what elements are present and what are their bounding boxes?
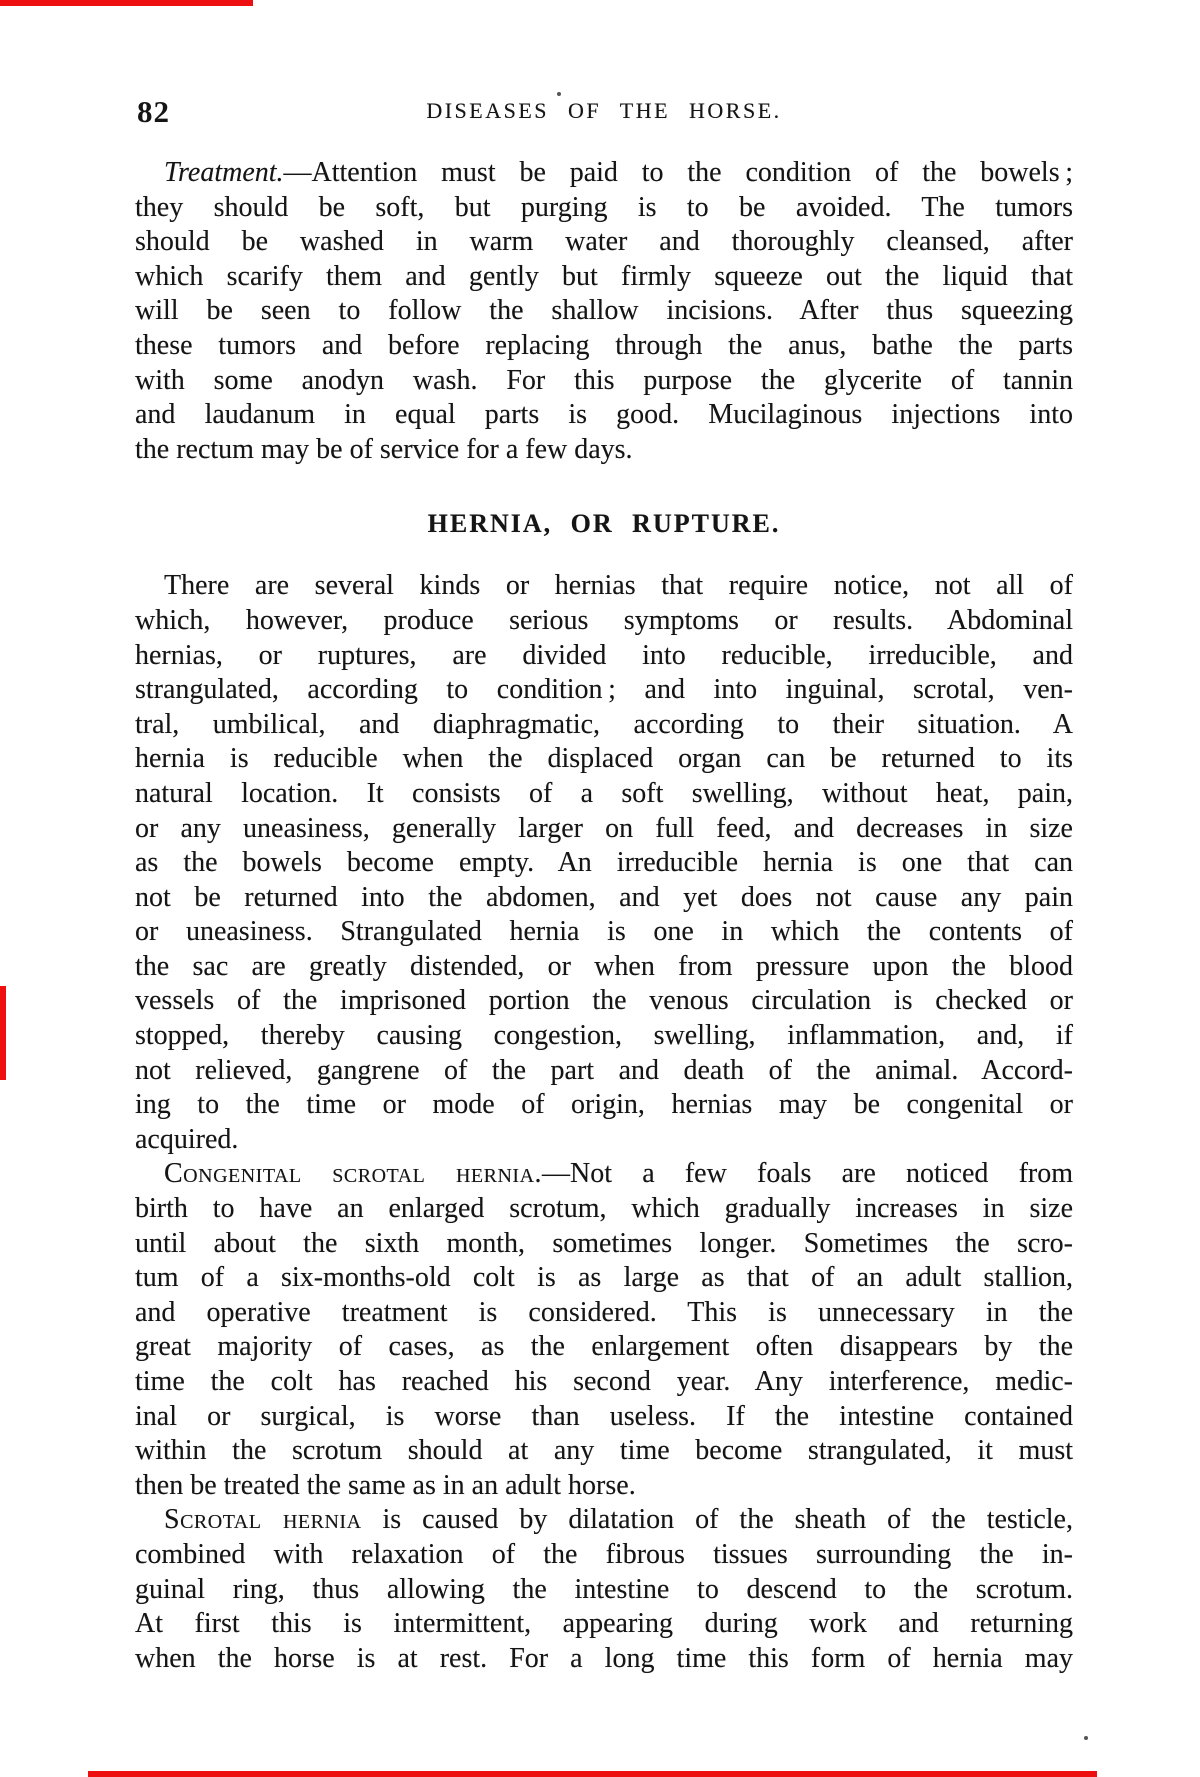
text-line: tral, umbilical, and diaphragmatic, according to their situation. A — [135, 708, 1073, 740]
text-line: time the colt has reached his second year. Any interference, medic- — [135, 1366, 1073, 1397]
text-line: hernias, or ruptures, are divided into reducible, irreducible, and — [135, 639, 1073, 671]
text-line: and operative treatment is considered. This is unnecessary in the — [135, 1296, 1073, 1328]
text-line: hernia is reducible when the displaced organ can be returned to its — [135, 743, 1073, 775]
text-line: combined with relaxation of the fibrous tissues surrounding the in- — [135, 1538, 1073, 1570]
red-edge-mark — [0, 0, 253, 6]
paragraph-scrotal-hernia — [135, 1503, 1073, 1676]
text-line: strangulated, according to condition ; and into inguinal, scrotal, ven- — [135, 674, 1073, 706]
paragraph-lead: Congenital scrotal hernia. — [164, 1158, 543, 1190]
text-line: with some anodyn wash. For this purpose the glycerite of tannin — [135, 364, 1073, 396]
text-line: natural location. It consists of a soft swelling, without heat, pain, — [135, 777, 1073, 809]
text-line: until about the sixth month, sometimes longer. Sometimes the scro- — [135, 1227, 1073, 1259]
text-line: ing to the time or mode of origin, hernias may be congenital or — [135, 1089, 1073, 1121]
text-line: inal or surgical, is worse than useless. If the intestine contained — [135, 1400, 1073, 1432]
text-line: guinal ring, thus allowing the intestine to descend to the scrotum. — [135, 1573, 1073, 1605]
text-line: will be seen to follow the shallow incisions. After thus squeezing — [135, 295, 1073, 327]
text-line: they should be soft, but purging is to be avoided. The tumors — [135, 191, 1073, 223]
text-line: or any uneasiness, generally larger on full feed, and decreases in size — [135, 812, 1073, 844]
section-heading: HERNIA, OR RUPTURE. — [427, 509, 781, 539]
text-line: when the horse is at rest. For a long time this form of hernia may — [135, 1642, 1073, 1674]
text-line: birth to have an enlarged scrotum, which gradually increases in size — [135, 1193, 1073, 1225]
text-line: vessels of the imprisoned portion the venous circulation is checked or — [135, 985, 1073, 1017]
text-line: Treatment.—Attention must be paid to the condition of the bowels ; — [164, 157, 1073, 188]
text-line: Congenital scrotal hernia.—Not a few foals are noticed from — [164, 1158, 1073, 1190]
text-line: At first this is intermittent, appearing during work and returning — [135, 1608, 1073, 1640]
text-line: should be washed in warm water and thoroughly cleansed, after — [135, 226, 1073, 258]
paragraph-congenital-scrotal-hernia — [135, 1157, 1073, 1503]
text-line: which, however, produce serious symptoms or results. Abdominal — [135, 604, 1073, 636]
text-line: tum of a six-months-old colt is as large as that of an adult stallion, — [135, 1262, 1073, 1294]
running-title: DISEASES OF THE HORSE. — [426, 98, 782, 123]
text-line: not be returned into the abdomen, and yet does not cause any pain — [135, 881, 1073, 913]
text-line: Scrotal hernia is caused by dilatation of the sheath of the testicle, — [164, 1504, 1073, 1536]
text-line: great majority of cases, as the enlargement often disappears by the — [135, 1331, 1073, 1363]
ink-speck — [1084, 1736, 1088, 1740]
paragraph-lead: Scrotal hernia — [164, 1504, 362, 1536]
text-line: acquired. — [135, 1123, 239, 1155]
text-line: as the bowels become empty. An irreducible hernia is one that can — [135, 847, 1073, 879]
paragraph-hernia-intro — [135, 569, 1073, 1157]
text-line: and laudanum in equal parts is good. Mucilaginous injections into — [135, 399, 1073, 431]
ink-speck — [557, 92, 561, 96]
text-line: the rectum may be of service for a few days. — [135, 433, 633, 465]
text-line: which scarify them and gently but firmly squeeze out the liquid that — [135, 260, 1073, 292]
paragraph-lead: Treatment. — [164, 157, 284, 188]
text-line: the sac are greatly distended, or when from pressure upon the blood — [135, 950, 1073, 982]
text-line: stopped, thereby causing congestion, swelling, inflammation, and, if — [135, 1020, 1073, 1052]
page-content — [135, 0, 1073, 1676]
text-line: then be treated the same as in an adult horse. — [135, 1469, 636, 1501]
text-line: There are several kinds or hernias that require notice, not all of — [164, 570, 1073, 602]
page-header — [135, 94, 1073, 134]
red-edge-mark — [88, 1771, 1097, 1777]
red-edge-mark — [0, 986, 6, 1080]
paragraph-treatment — [135, 156, 1073, 467]
text-line: these tumors and before replacing through the anus, bathe the parts — [135, 329, 1073, 361]
text-line: within the scrotum should at any time become strangulated, it must — [135, 1435, 1073, 1467]
text-line: not relieved, gangrene of the part and death of the animal. Accord- — [135, 1054, 1073, 1086]
page-number: 82 — [137, 94, 170, 129]
text-line: or uneasiness. Strangulated hernia is one in which the contents of — [135, 916, 1073, 948]
